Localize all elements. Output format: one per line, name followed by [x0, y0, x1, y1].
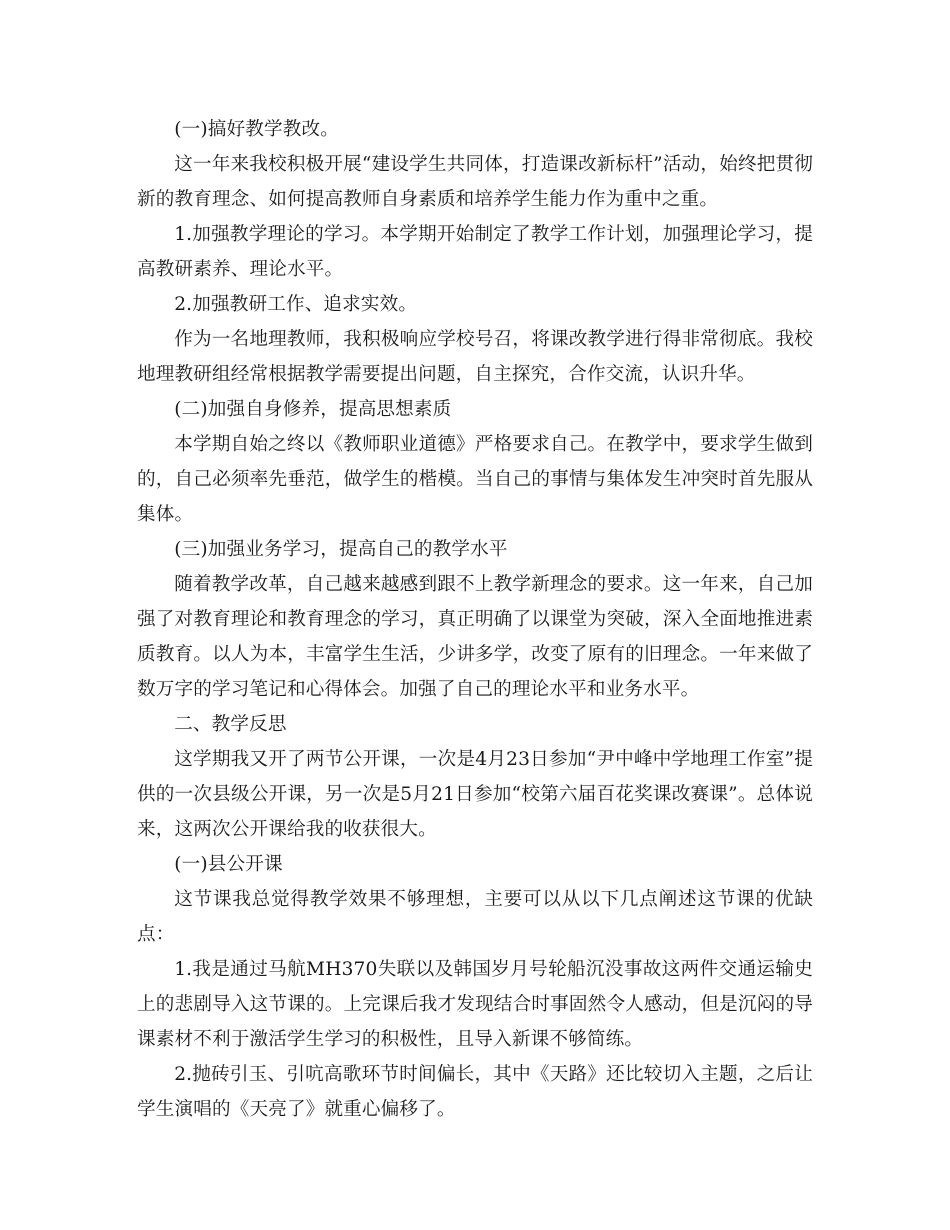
paragraph-evaluation: 这节课我总觉得教学效果不够理想，主要可以从以下几点阐述这节课的优缺点：: [137, 889, 813, 945]
document-page: [137, 112, 813, 1127]
paragraph-geography-teacher: 作为一名地理教师，我积极响应学校号召，将课改教学进行得非常彻底。我校地理教研组经常根据教学需要提出问题，自主探究，合作交流，认识升华。: [137, 329, 813, 385]
heading-1-2: (二)加强自身修养，提高思想素质: [174, 399, 452, 420]
heading-1-3: (三)加强业务学习，提高自己的教学水平: [174, 539, 508, 560]
heading-1-1: (一)搞好教学教改。: [174, 119, 339, 140]
paragraph-intro: 这一年来我校积极开展“建设学生共同体，打造课改新标杆”活动，始终把贯彻新的教育理念、如何提高教师自身素质和培养学生能力作为重中之重。: [137, 154, 813, 210]
list-item-songs: 2.抛砖引玉、引吭高歌环节时间偏长，其中《天路》还比较切入主题，之后让学生演唱的《天亮了》就重心偏移了。: [137, 1064, 813, 1120]
paragraph-open-classes: 这学期我又开了两节公开课，一次是4月23日参加“尹中峰中学地理工作室”提供的一次县级公开课，另一次是5月21日参加“校第六届百花奖课改赛课”。总体说来，这两次公开课给我的收获很大。: [137, 749, 813, 840]
heading-2-1: (一)县公开课: [174, 854, 283, 875]
paragraph-study: 随着教学改革，自己越来越感到跟不上教学新理念的要求。这一年来，自己加强了对教育理论和教育理念的学习，真正明确了以课堂为突破，深入全面地推进素质教育。以人为本，丰富学生生活，少讲多学，改变了原有的旧理念。一年来做了数万字的学习笔记和心得体会。加强了自己的理论水平和业务水平。: [137, 574, 813, 700]
list-item-mh370: 1.我是通过马航MH370失联以及韩国岁月号轮船沉没事故这两件交通运输史上的悲剧导入这节课的。上完课后我才发现结合时事固然令人感动，但是沉闷的导课素材不利于激活学生学习的积极性，且导入新课不够简练。: [137, 959, 813, 1050]
list-item-1: 1.加强教学理论的学习。本学期开始制定了教学工作计划，加强理论学习，提高教研素养、理论水平。: [137, 224, 813, 280]
paragraph-ethics: 本学期自始之终以《教师职业道德》严格要求自己。在教学中，要求学生做到的，自己必须率先垂范，做学生的楷模。当自己的事情与集体发生冲突时首先服从集体。: [137, 434, 813, 525]
heading-2: 二、教学反思: [174, 714, 287, 735]
list-item-2: 2.加强教研工作、追求实效。: [174, 294, 418, 315]
